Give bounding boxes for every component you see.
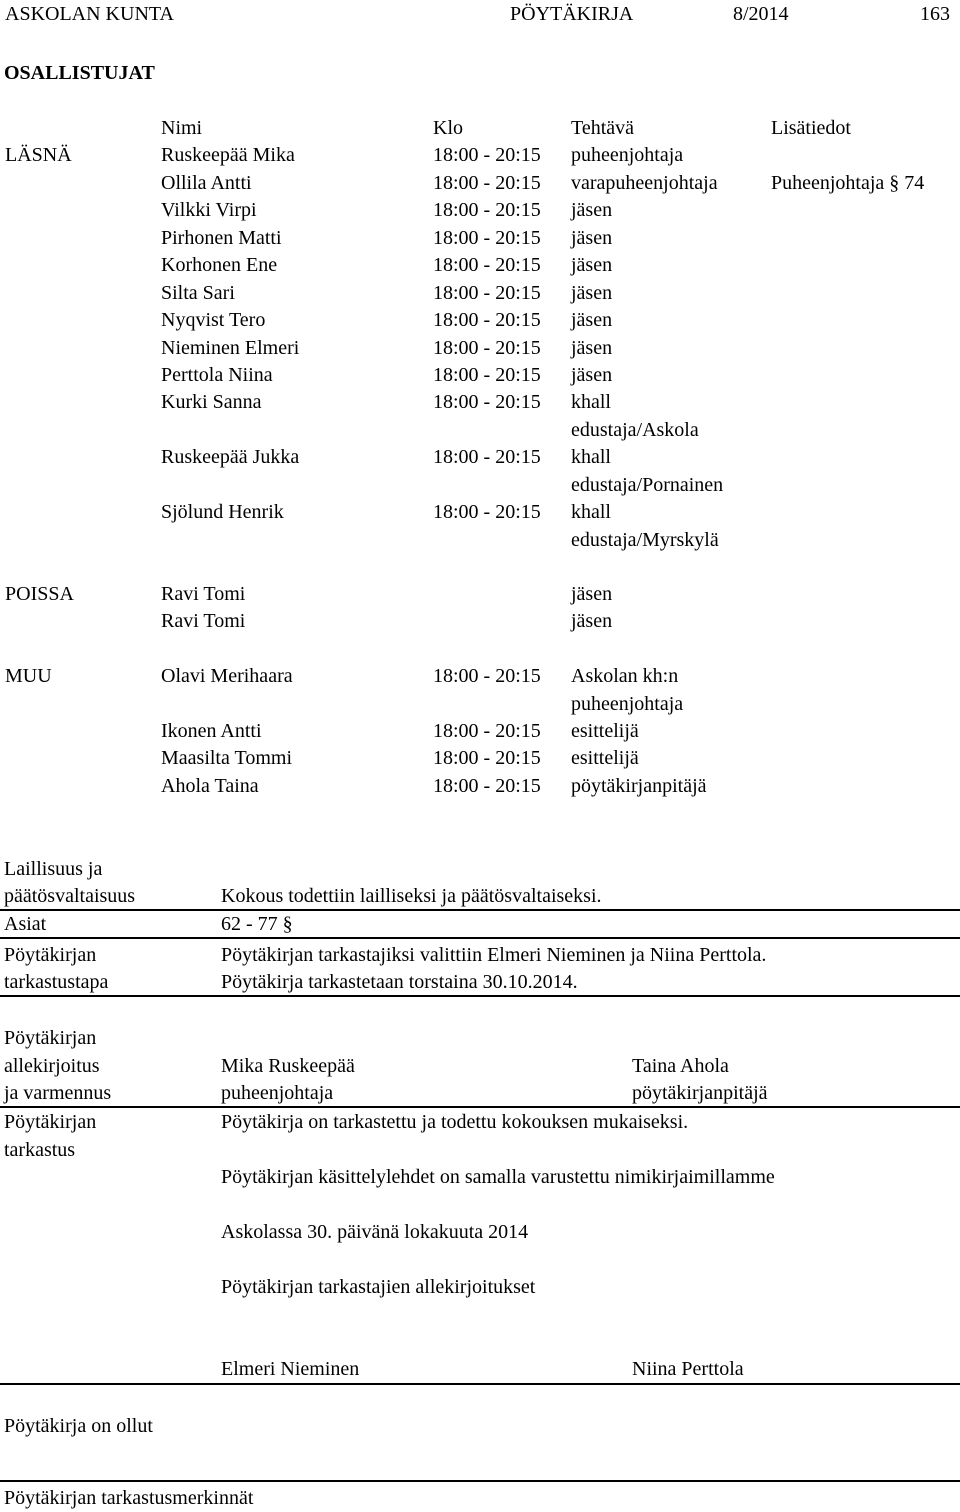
legality-label: päätösvaltaisuus [4,885,136,907]
legality-label: Laillisuus ja [4,858,103,880]
divider [0,995,960,997]
participant-role: jäsen [571,309,613,331]
participant-time: 18:00 - 20:15 [433,282,541,304]
participant-role: esittelijä [571,747,639,769]
participant-name: Ruskeepää Jukka [161,446,300,468]
participant-role-cont: edustaja/Myrskylä [571,529,719,551]
review-label: Pöytäkirjan [4,1111,97,1133]
legality-text: Kokous todettiin lailliseksi ja päätösvaltaiseksi. [221,885,602,907]
col-header-role: Tehtävä [571,117,635,139]
displayed-label: Pöytäkirja on ollut [4,1415,153,1437]
participant-role-cont: edustaja/Askola [571,419,699,441]
participant-role: puheenjohtaja [571,144,684,166]
participant-name: Silta Sari [161,282,235,304]
participant-role: jäsen [571,254,613,276]
participant-time: 18:00 - 20:15 [433,446,541,468]
participant-time: 18:00 - 20:15 [433,720,541,742]
participant-name: Olavi Merihaara [161,665,293,687]
participant-name: Ravi Tomi [161,610,246,632]
participant-name: Ikonen Antti [161,720,262,742]
participant-role: Askolan kh:n [571,665,679,687]
other-label: MUU [5,665,52,687]
participant-role: khall [571,391,611,413]
signature-label: Pöytäkirjan [4,1027,97,1049]
participant-role: khall [571,501,611,523]
divider [0,1106,960,1108]
document-type: PÖYTÄKIRJA [510,3,634,25]
present-label: LÄSNÄ [5,144,72,166]
participant-role: khall [571,446,611,468]
participant-role: jäsen [571,364,613,386]
participant-name: Vilkki Virpi [161,199,257,221]
signature-label: ja varmennus [4,1082,112,1104]
participant-role: jäsen [571,227,613,249]
secretary-role: pöytäkirjanpitäjä [632,1082,768,1104]
participant-time: 18:00 - 20:15 [433,227,541,249]
divider [0,1480,960,1482]
participant-name: Nieminen Elmeri [161,337,300,359]
participant-role: jäsen [571,583,613,605]
participant-role: esittelijä [571,720,639,742]
participant-role: jäsen [571,282,613,304]
place-date: Askolassa 30. päivänä lokakuuta 2014 [221,1221,529,1243]
participant-time: 18:00 - 20:15 [433,747,541,769]
participant-name: Korhonen Ene [161,254,278,276]
participant-role: pöytäkirjanpitäjä [571,775,707,797]
chair-role: puheenjohtaja [221,1082,334,1104]
reviewer-name: Elmeri Nieminen [221,1358,360,1380]
participant-role-cont: edustaja/Pornainen [571,474,724,496]
participant-time: 18:00 - 20:15 [433,172,541,194]
participant-name: Perttola Niina [161,364,273,386]
review-method-label: Pöytäkirjan [4,944,97,966]
participant-time: 18:00 - 20:15 [433,665,541,687]
participant-time: 18:00 - 20:15 [433,199,541,221]
participant-time: 18:00 - 20:15 [433,337,541,359]
signature-line [0,1383,960,1385]
participant-time: 18:00 - 20:15 [433,501,541,523]
secretary-name: Taina Ahola [632,1055,729,1077]
participant-role: jäsen [571,199,613,221]
review-text: Pöytäkirjan käsittelylehdet on samalla varustettu nimikirjaimillamme [221,1166,775,1188]
participant-name: Sjölund Henrik [161,501,284,523]
participant-time: 18:00 - 20:15 [433,254,541,276]
participant-role-cont: puheenjohtaja [571,693,684,715]
participant-time: 18:00 - 20:15 [433,144,541,166]
participant-time: 18:00 - 20:15 [433,775,541,797]
participant-time: 18:00 - 20:15 [433,309,541,331]
participant-time: 18:00 - 20:15 [433,364,541,386]
review-marks-label: Pöytäkirjan tarkastusmerkinnät [4,1487,254,1509]
absent-label: POISSA [5,583,74,605]
municipality: ASKOLAN KUNTA [5,3,174,25]
divider [0,909,960,911]
reviewer-name: Niina Perttola [632,1358,744,1380]
review-method-text: Pöytäkirjan tarkastajiksi valittiin Elmeri Nieminen ja Niina Perttola. [221,944,767,966]
participant-time: 18:00 - 20:15 [433,391,541,413]
review-method-label: tarkastustapa [4,971,109,993]
participant-name: Ahola Taina [161,775,259,797]
chair-name: Mika Ruskeepää [221,1055,355,1077]
col-header-time: Klo [433,117,463,139]
items-label: Asiat [4,913,47,935]
col-header-name: Nimi [161,117,203,139]
participant-name: Nyqvist Tero [161,309,266,331]
review-text: Pöytäkirja on tarkastettu ja todettu kokouksen mukaiseksi. [221,1111,689,1133]
participant-role: jäsen [571,610,613,632]
reviewer-signatures-title: Pöytäkirjan tarkastajien allekirjoitukset [221,1276,536,1298]
participant-name: Kurki Sanna [161,391,262,413]
participant-notes: Puheenjohtaja § 74 [771,172,925,194]
participant-name: Ravi Tomi [161,583,246,605]
items-value: 62 - 77 § [221,913,293,935]
participant-role: varapuheenjohtaja [571,172,718,194]
issue-number: 8/2014 [733,3,789,25]
participant-name: Ollila Antti [161,172,252,194]
participant-name: Maasilta Tommi [161,747,292,769]
section-title: OSALLISTUJAT [4,62,155,84]
col-header-notes: Lisätiedot [771,117,851,139]
divider [0,937,960,939]
participant-name: Pirhonen Matti [161,227,282,249]
review-method-text: Pöytäkirja tarkastetaan torstaina 30.10.2014. [221,971,578,993]
participant-name: Ruskeepää Mika [161,144,295,166]
participant-role: jäsen [571,337,613,359]
page-number: 163 [920,3,950,25]
signature-label: allekirjoitus [4,1055,100,1077]
review-label: tarkastus [4,1139,76,1161]
